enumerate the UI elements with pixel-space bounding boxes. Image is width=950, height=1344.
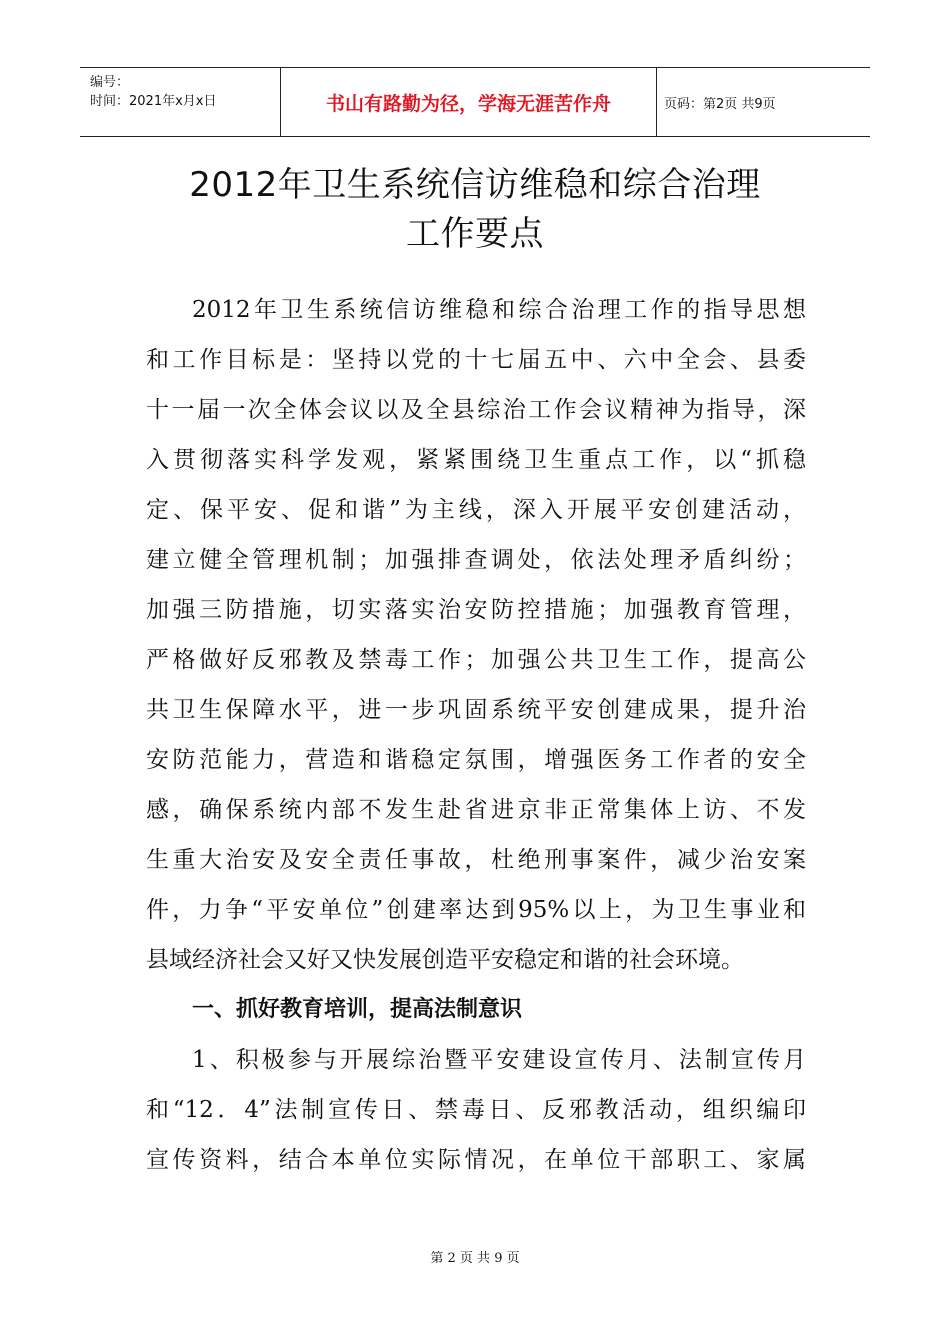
paragraph-line: 十一届一次全体会议以及全县综治工作会议精神为指导，深 — [146, 397, 806, 423]
paragraph-line: 感，确保系统内部不发生赴省进京非正常集体上访、不发 — [146, 797, 806, 823]
header-page-info: 页码：第2页 共9页 — [664, 96, 776, 112]
document-title-line-1: 2012年卫生系统信访维稳和综合治理 — [189, 165, 761, 205]
section-heading: 一、抓好教育培训，提高法制意识 — [192, 997, 523, 1022]
date-label: 时间：2021年x月x日 — [90, 94, 217, 109]
number-label: 编号： — [90, 75, 130, 90]
paragraph-line: 宣传资料，结合本单位实际情况，在单位干部职工、家属 — [146, 1147, 806, 1173]
header-meta — [80, 68, 281, 136]
paragraph-line: 安防范能力，营造和谐稳定氛围，增强医务工作者的安全 — [146, 747, 806, 773]
paragraph-line: 共卫生保障水平，进一步巩固系统平安创建成果，提升治 — [146, 697, 806, 723]
paragraph-line: 定、保平安、促和谐”为主线，深入开展平安创建活动， — [146, 497, 806, 523]
paragraph-line: 件，力争“平安单位”创建率达到95%以上，为卫生事业和 — [146, 897, 806, 923]
paragraph-line: 和“12．4”法制宣传日、禁毒日、反邪教活动，组织编印 — [146, 1097, 806, 1123]
header-motto: 书山有路勤为径，学海无涯苦作舟 — [281, 68, 657, 136]
paragraph-line: 1、积极参与开展综治暨平安建设宣传月、法制宣传月 — [192, 1047, 806, 1073]
header-bar — [80, 67, 870, 137]
paragraph-line: 生重大治安及安全责任事故，杜绝刑事案件，减少治安案 — [146, 847, 806, 873]
document-title-line-2: 工作要点 — [406, 214, 544, 254]
paragraph-line: 县域经济社会又好又快发展创造平安稳定和谐的社会环境。 — [146, 947, 744, 973]
paragraph-line: 严格做好反邪教及禁毒工作；加强公共卫生工作，提高公 — [146, 647, 806, 673]
paragraph-line: 和工作目标是：坚持以党的十七届五中、六中全会、县委 — [146, 347, 806, 373]
paragraph-line: 加强三防措施，切实落实治安防控措施；加强教育管理， — [146, 597, 806, 623]
paragraph-line: 2012年卫生系统信访维稳和综合治理工作的指导思想 — [192, 297, 806, 323]
paragraph-line: 入贯彻落实科学发观，紧紧围绕卫生重点工作，以“抓稳 — [146, 447, 806, 473]
page-footer: 第 2 页 共 9 页 — [430, 1251, 520, 1266]
paragraph-line: 建立健全管理机制；加强排查调处，依法处理矛盾纠纷； — [146, 547, 806, 573]
